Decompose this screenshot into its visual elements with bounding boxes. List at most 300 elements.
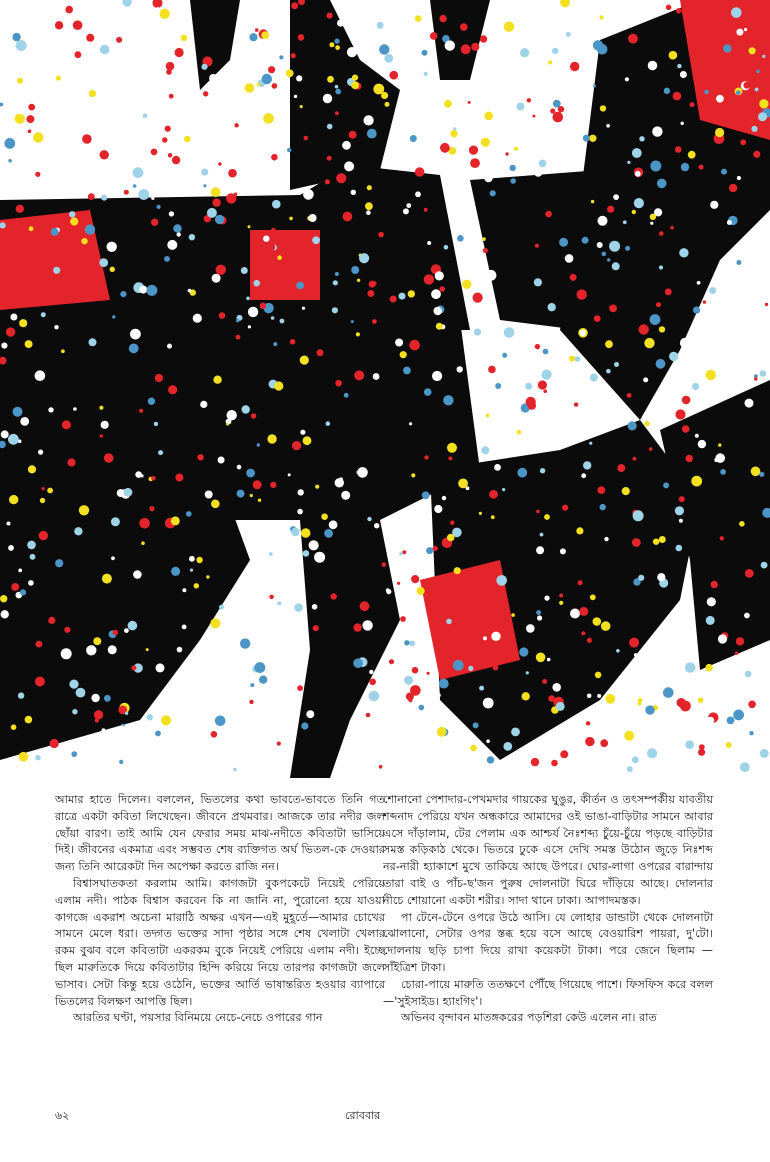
paint-speckle bbox=[748, 701, 756, 709]
paint-speckle bbox=[28, 465, 36, 473]
paint-speckle bbox=[532, 115, 535, 118]
paint-speckle bbox=[8, 159, 12, 163]
paint-speckle bbox=[542, 744, 550, 752]
paint-speckle bbox=[711, 581, 718, 588]
paint-speckle bbox=[663, 482, 669, 488]
paint-speckle bbox=[156, 7, 160, 11]
paint-speckle bbox=[167, 240, 177, 250]
paint-speckle bbox=[219, 312, 226, 319]
paint-speckle bbox=[447, 534, 455, 542]
paint-speckle bbox=[32, 26, 38, 32]
paint-speckle bbox=[736, 29, 743, 36]
paint-speckle bbox=[321, 513, 328, 520]
paint-speckle bbox=[300, 356, 309, 365]
paint-speckle bbox=[424, 208, 428, 212]
paint-speckle bbox=[18, 692, 24, 698]
paint-speckle bbox=[40, 498, 45, 503]
paint-speckle bbox=[729, 184, 737, 192]
paint-speckle bbox=[212, 274, 221, 283]
paint-speckle bbox=[604, 537, 608, 541]
paint-speckle bbox=[691, 476, 702, 487]
paint-speckle bbox=[157, 205, 161, 209]
paint-speckle bbox=[197, 454, 203, 460]
paint-speckle bbox=[547, 658, 551, 662]
paint-speckle bbox=[116, 37, 122, 43]
paint-speckle bbox=[18, 569, 22, 573]
paint-speckle bbox=[731, 7, 742, 18]
paint-speckle bbox=[410, 135, 417, 142]
paint-speckle bbox=[276, 238, 286, 248]
paint-speckle bbox=[149, 506, 154, 511]
paint-speckle bbox=[377, 22, 384, 29]
paint-speckle bbox=[502, 353, 507, 358]
paint-speckle bbox=[562, 505, 568, 511]
paint-speckle bbox=[399, 552, 402, 555]
paint-speckle bbox=[151, 149, 158, 156]
paint-speckle bbox=[656, 359, 666, 369]
paint-speckle bbox=[124, 190, 129, 195]
paint-speckle bbox=[491, 515, 495, 519]
paint-speckle bbox=[540, 468, 545, 473]
paint-speckle bbox=[625, 246, 630, 251]
paint-speckle bbox=[0, 595, 7, 602]
paint-speckle bbox=[260, 303, 266, 309]
paint-speckle bbox=[652, 126, 662, 136]
paint-speckle bbox=[335, 85, 339, 89]
paint-speckle bbox=[8, 545, 14, 551]
paint-speckle bbox=[669, 352, 678, 361]
paint-speckle bbox=[369, 691, 380, 702]
paint-speckle bbox=[559, 601, 563, 605]
paint-speckle bbox=[200, 401, 207, 408]
paint-speckle bbox=[12, 33, 20, 41]
paint-speckle bbox=[739, 521, 745, 527]
paint-speckle bbox=[48, 407, 53, 412]
paint-speckle bbox=[173, 224, 181, 232]
paint-speckle bbox=[100, 150, 109, 159]
paint-speckle bbox=[151, 219, 158, 226]
paint-speckle bbox=[287, 148, 291, 152]
paint-speckle bbox=[11, 724, 17, 730]
paint-speckle bbox=[367, 129, 377, 139]
paint-speckle bbox=[327, 156, 332, 161]
paint-speckle bbox=[90, 182, 97, 189]
paint-speckle bbox=[417, 587, 425, 595]
paint-speckle bbox=[745, 569, 754, 578]
paint-speckle bbox=[280, 319, 285, 324]
paint-speckle bbox=[581, 631, 585, 635]
paint-speckle bbox=[570, 609, 580, 619]
paint-speckle bbox=[593, 85, 596, 88]
paint-speckle bbox=[359, 253, 369, 263]
paint-speckle bbox=[484, 112, 493, 121]
paint-speckle bbox=[294, 95, 297, 98]
paint-speckle bbox=[601, 386, 610, 395]
paint-speckle bbox=[601, 621, 611, 631]
paint-speckle bbox=[171, 516, 180, 525]
paint-speckle bbox=[25, 716, 33, 724]
paint-speckle bbox=[374, 523, 379, 528]
paint-speckle bbox=[272, 83, 278, 89]
paint-speckle bbox=[685, 740, 694, 749]
paint-speckle bbox=[569, 356, 575, 362]
paint-speckle bbox=[1, 430, 9, 438]
paint-speckle bbox=[534, 278, 542, 286]
paint-speckle bbox=[323, 94, 332, 103]
paint-speckle bbox=[698, 698, 703, 703]
paint-speckle bbox=[527, 98, 531, 102]
paint-speckle bbox=[218, 133, 223, 138]
paint-speckle bbox=[552, 683, 561, 692]
paint-speckle bbox=[679, 519, 683, 523]
paint-speckle bbox=[141, 541, 145, 545]
paint-speckle bbox=[207, 208, 217, 218]
paint-speckle bbox=[559, 594, 563, 598]
paint-speckle bbox=[744, 28, 747, 31]
paint-speckle bbox=[408, 698, 412, 702]
paint-speckle bbox=[703, 300, 706, 303]
paint-speckle bbox=[133, 570, 142, 579]
paint-speckle bbox=[33, 132, 43, 142]
paint-speckle bbox=[91, 694, 99, 702]
paint-speckle bbox=[445, 40, 455, 50]
paint-speckle bbox=[331, 593, 337, 599]
paint-speckle bbox=[446, 619, 452, 625]
paint-speckle bbox=[335, 45, 340, 50]
paint-speckle bbox=[311, 274, 314, 277]
paragraph: বিশ্বাসঘাতকতা করলাম আমি। কাগজটা বুকপকেটে নিয়েই পেরিয়ে এলাম নদী। পাঠক বিশ্বাস করবেন কি না জানি না, পুরোনো হয়ে যাওয়া কাগজে একরাশ অচেনা মারাঠি অক্ষর এখন—এই মুহূর্তে—আমার চোখের সামনে মেলে ধরা। তদ্গত ভক্তের সাদা পৃষ্ঠার সঙ্গে শেষ খেলাটা খেলার রকম বুঝব বলে কবিতাটা একরকম বুকে নিয়েই পেরিয়ে এলাম নদী। ইচ্ছে ছিল মারুতিকে দিয়ে কবিতাটার হিন্দি করিয়ে নিয়ে তারপর কাগজটা জলে ভাসাব। সেটা কিন্তু হয়ে ওঠেনি, ভক্তের আর্তি ভাষান্তরিত হওয়ার ব্যাপারে ভিতলের বিলক্ষণ আপত্তি ছিল। bbox=[55, 876, 385, 1008]
paint-speckle bbox=[712, 4, 718, 10]
paint-speckle bbox=[749, 47, 756, 54]
paint-speckle bbox=[146, 648, 149, 651]
paint-speckle bbox=[670, 226, 674, 230]
paint-speckle bbox=[69, 680, 78, 689]
paint-speckle bbox=[503, 742, 512, 751]
paint-speckle bbox=[236, 335, 241, 340]
paint-speckle bbox=[637, 727, 643, 733]
paint-speckle bbox=[113, 630, 119, 636]
paint-speckle bbox=[756, 70, 760, 74]
paint-speckle bbox=[627, 393, 632, 398]
paint-speckle bbox=[536, 610, 541, 615]
paint-speckle bbox=[647, 748, 657, 758]
paint-speckle bbox=[335, 111, 339, 115]
paint-speckle bbox=[409, 422, 412, 425]
paint-speckle bbox=[336, 173, 346, 183]
paint-speckle bbox=[301, 528, 311, 538]
paint-speckle bbox=[61, 648, 72, 659]
paint-speckle bbox=[95, 718, 99, 722]
paint-speckle bbox=[540, 533, 544, 537]
paint-speckle bbox=[18, 107, 26, 115]
paint-speckle bbox=[650, 314, 661, 325]
paint-speckle bbox=[334, 39, 339, 44]
paint-speckle bbox=[649, 447, 653, 451]
paint-speckle bbox=[594, 315, 601, 322]
paint-speckle bbox=[704, 310, 712, 318]
paint-speckle bbox=[415, 167, 425, 177]
paint-speckle bbox=[720, 536, 724, 540]
paint-speckle bbox=[597, 694, 601, 698]
paint-speckle bbox=[201, 169, 208, 176]
paint-speckle bbox=[650, 161, 661, 172]
paint-speckle bbox=[327, 124, 333, 130]
paint-speckle bbox=[657, 739, 666, 748]
paint-speckle bbox=[344, 161, 354, 171]
paint-speckle bbox=[110, 267, 115, 272]
paint-speckle bbox=[255, 28, 259, 32]
paint-speckle bbox=[744, 613, 750, 619]
paint-speckle bbox=[721, 169, 727, 175]
paint-speckle bbox=[542, 679, 547, 684]
paint-speckle bbox=[291, 528, 299, 536]
paint-speckle bbox=[271, 154, 278, 161]
paint-speckle bbox=[302, 307, 305, 310]
paint-speckle bbox=[681, 122, 684, 125]
paint-speckle bbox=[291, 53, 296, 58]
paint-speckle bbox=[574, 127, 579, 132]
paint-speckle bbox=[56, 76, 61, 81]
paint-speckle bbox=[372, 319, 377, 324]
paint-speckle bbox=[99, 406, 103, 410]
paint-speckle bbox=[154, 422, 158, 426]
paint-speckle bbox=[593, 617, 602, 626]
paint-speckle bbox=[86, 34, 94, 42]
paint-speckle bbox=[335, 380, 342, 387]
paint-speckle bbox=[493, 665, 499, 671]
paint-speckle bbox=[466, 486, 470, 490]
paint-speckle bbox=[357, 467, 368, 478]
article-column-right bbox=[383, 792, 713, 1027]
paint-speckle bbox=[379, 765, 383, 769]
paint-speckle bbox=[418, 705, 424, 711]
paint-speckle bbox=[41, 166, 45, 170]
paint-speckle bbox=[548, 61, 552, 65]
paint-speckle bbox=[638, 575, 644, 581]
paint-speckle bbox=[591, 200, 594, 203]
paint-speckle bbox=[609, 305, 617, 313]
paint-speckle bbox=[300, 105, 303, 108]
paint-speckle bbox=[277, 255, 282, 260]
paint-speckle bbox=[762, 55, 765, 58]
paint-speckle bbox=[745, 399, 754, 408]
paint-speckle bbox=[409, 96, 415, 102]
paint-speckle bbox=[191, 742, 196, 747]
paint-speckle bbox=[248, 325, 251, 328]
paint-speckle bbox=[758, 112, 767, 121]
paint-speckle bbox=[196, 557, 202, 563]
paint-speckle bbox=[471, 43, 479, 51]
paint-speckle bbox=[415, 762, 421, 768]
paint-speckle bbox=[633, 510, 644, 521]
paint-speckle bbox=[690, 102, 695, 107]
paint-speckle bbox=[122, 0, 131, 7]
paint-speckle bbox=[434, 307, 442, 315]
paint-speckle bbox=[166, 62, 175, 71]
paint-speckle bbox=[664, 88, 670, 94]
paint-speckle bbox=[676, 8, 682, 14]
paint-speckle bbox=[360, 601, 370, 611]
article-column-left bbox=[55, 792, 385, 1027]
paint-speckle bbox=[718, 634, 727, 643]
paint-speckle bbox=[182, 588, 186, 592]
paint-speckle bbox=[46, 88, 51, 93]
paint-speckle bbox=[595, 396, 603, 404]
paint-speckle bbox=[53, 267, 60, 274]
paint-speckle bbox=[409, 641, 415, 647]
paint-speckle bbox=[439, 15, 446, 22]
paint-speckle bbox=[600, 739, 608, 747]
paint-speckle bbox=[29, 226, 34, 231]
paint-speckle bbox=[224, 610, 233, 619]
paint-speckle bbox=[483, 578, 488, 583]
paint-speckle bbox=[1, 610, 9, 618]
paint-speckle bbox=[609, 241, 620, 252]
paint-speckle bbox=[221, 659, 228, 666]
paint-speckle bbox=[111, 556, 115, 560]
paint-speckle bbox=[357, 279, 360, 282]
paint-speckle bbox=[504, 327, 515, 338]
paint-speckle bbox=[205, 491, 213, 499]
paint-speckle bbox=[332, 307, 338, 313]
paint-speckle bbox=[706, 370, 716, 380]
paint-speckle bbox=[291, 2, 298, 9]
paint-speckle bbox=[558, 373, 566, 381]
paint-speckle bbox=[75, 51, 82, 58]
paint-speckle bbox=[64, 627, 70, 633]
paint-speckle bbox=[517, 468, 527, 478]
paint-speckle bbox=[589, 442, 592, 445]
paint-speckle bbox=[679, 496, 685, 502]
paint-speckle bbox=[617, 464, 625, 472]
paint-speckle bbox=[385, 102, 390, 107]
paint-speckle bbox=[6, 327, 15, 336]
paint-speckle bbox=[553, 112, 564, 123]
paint-speckle bbox=[351, 190, 356, 195]
paint-speckle bbox=[1, 343, 7, 349]
paint-speckle bbox=[632, 756, 639, 763]
paint-speckle bbox=[271, 228, 276, 233]
paint-speckle bbox=[124, 628, 129, 633]
paint-speckle bbox=[675, 506, 684, 515]
paint-speckle bbox=[597, 486, 605, 494]
paint-speckle bbox=[108, 645, 117, 654]
paint-speckle bbox=[271, 316, 275, 320]
paint-speckle bbox=[484, 174, 493, 183]
paint-speckle bbox=[101, 421, 109, 429]
paint-speckle bbox=[513, 640, 516, 643]
paint-speckle bbox=[440, 143, 450, 153]
paint-speckle bbox=[211, 187, 221, 197]
paint-speckle bbox=[250, 494, 253, 497]
paint-speckle bbox=[258, 87, 264, 93]
paint-speckle bbox=[28, 130, 32, 134]
paint-speckle bbox=[213, 376, 221, 384]
paint-speckle bbox=[297, 509, 303, 515]
paint-speckle bbox=[354, 370, 364, 380]
paint-speckle bbox=[681, 163, 689, 171]
paint-speckle bbox=[28, 104, 35, 111]
paint-speckle bbox=[76, 688, 86, 698]
paint-speckle bbox=[542, 370, 552, 380]
paint-speckle bbox=[526, 624, 535, 633]
paint-speckle bbox=[704, 90, 709, 95]
paint-speckle bbox=[765, 303, 768, 306]
paint-speckle bbox=[366, 713, 371, 718]
paint-speckle bbox=[395, 339, 403, 347]
paint-speckle bbox=[171, 567, 180, 576]
paint-speckle bbox=[389, 71, 398, 80]
paint-speckle bbox=[55, 21, 63, 29]
paint-speckle bbox=[265, 242, 275, 252]
paint-speckle bbox=[177, 232, 181, 236]
paint-speckle bbox=[246, 469, 255, 478]
paint-speckle bbox=[329, 42, 334, 47]
paint-speckle bbox=[443, 395, 453, 405]
paint-speckle bbox=[65, 6, 73, 14]
paint-speckle bbox=[277, 742, 281, 746]
paint-speckle bbox=[317, 349, 324, 356]
paint-speckle bbox=[117, 489, 125, 497]
paint-speckle bbox=[157, 116, 161, 120]
paint-speckle bbox=[517, 103, 525, 111]
paint-speckle bbox=[237, 490, 245, 498]
paint-speckle bbox=[682, 396, 691, 405]
paint-speckle bbox=[675, 146, 682, 153]
paint-speckle bbox=[751, 467, 761, 477]
paint-speckle bbox=[269, 595, 274, 600]
paint-speckle bbox=[514, 147, 518, 151]
paint-speckle bbox=[644, 338, 654, 348]
paint-speckle bbox=[625, 77, 629, 81]
paint-speckle bbox=[675, 409, 685, 419]
paint-speckle bbox=[434, 505, 442, 513]
paint-speckle bbox=[680, 338, 691, 349]
paint-speckle bbox=[153, 0, 163, 8]
paint-speckle bbox=[536, 510, 540, 514]
paint-speckle bbox=[55, 559, 63, 567]
paint-speckle bbox=[327, 76, 334, 83]
paint-speckle bbox=[653, 539, 659, 545]
paint-speckle bbox=[248, 307, 258, 317]
paint-speckle bbox=[369, 679, 376, 686]
paint-speckle bbox=[298, 489, 304, 495]
paint-speckle bbox=[253, 480, 262, 489]
paint-speckle bbox=[61, 349, 65, 353]
paint-speckle bbox=[325, 179, 330, 184]
paint-speckle bbox=[277, 601, 281, 605]
paragraph: আমার হাতে দিলেন। বললেন, ভিতলের কথা ভাবতে-ভাবতে তিনি গত রাত্রে একটা কবিতা লিখেছেন। জীবনে প্রথমবার। আজকে তার নদীর জল ছোঁয়া বারণ। তাই আমি যেন ফেরার সময় মাঝ-নদীতে কবিতাটা ভাসিয়ে দিই। জীবনের একমাত্র এবং সম্ভবত শেষ ব্যক্তিগত অর্ঘ ভিতল-কে দেওয়ার জন্য তিনি আরেকটা দিন অপেক্ষা করতে রাজি নন। bbox=[55, 793, 385, 874]
paint-speckle bbox=[159, 49, 166, 56]
paint-speckle bbox=[422, 491, 430, 499]
paint-speckle bbox=[511, 613, 515, 617]
paint-speckle bbox=[733, 710, 744, 721]
paint-speckle bbox=[127, 734, 132, 739]
paint-speckle bbox=[100, 45, 110, 55]
paint-speckle bbox=[269, 552, 273, 556]
paint-speckle bbox=[699, 165, 704, 170]
paint-speckle bbox=[305, 647, 308, 650]
paint-speckle bbox=[367, 290, 374, 297]
paint-speckle bbox=[155, 731, 161, 737]
paint-speckle bbox=[560, 548, 566, 554]
paint-speckle bbox=[102, 574, 112, 584]
paint-speckle bbox=[188, 289, 192, 293]
paint-speckle bbox=[304, 136, 309, 141]
paint-speckle bbox=[335, 272, 339, 276]
paint-speckle bbox=[760, 370, 767, 377]
paint-speckle bbox=[502, 488, 505, 491]
